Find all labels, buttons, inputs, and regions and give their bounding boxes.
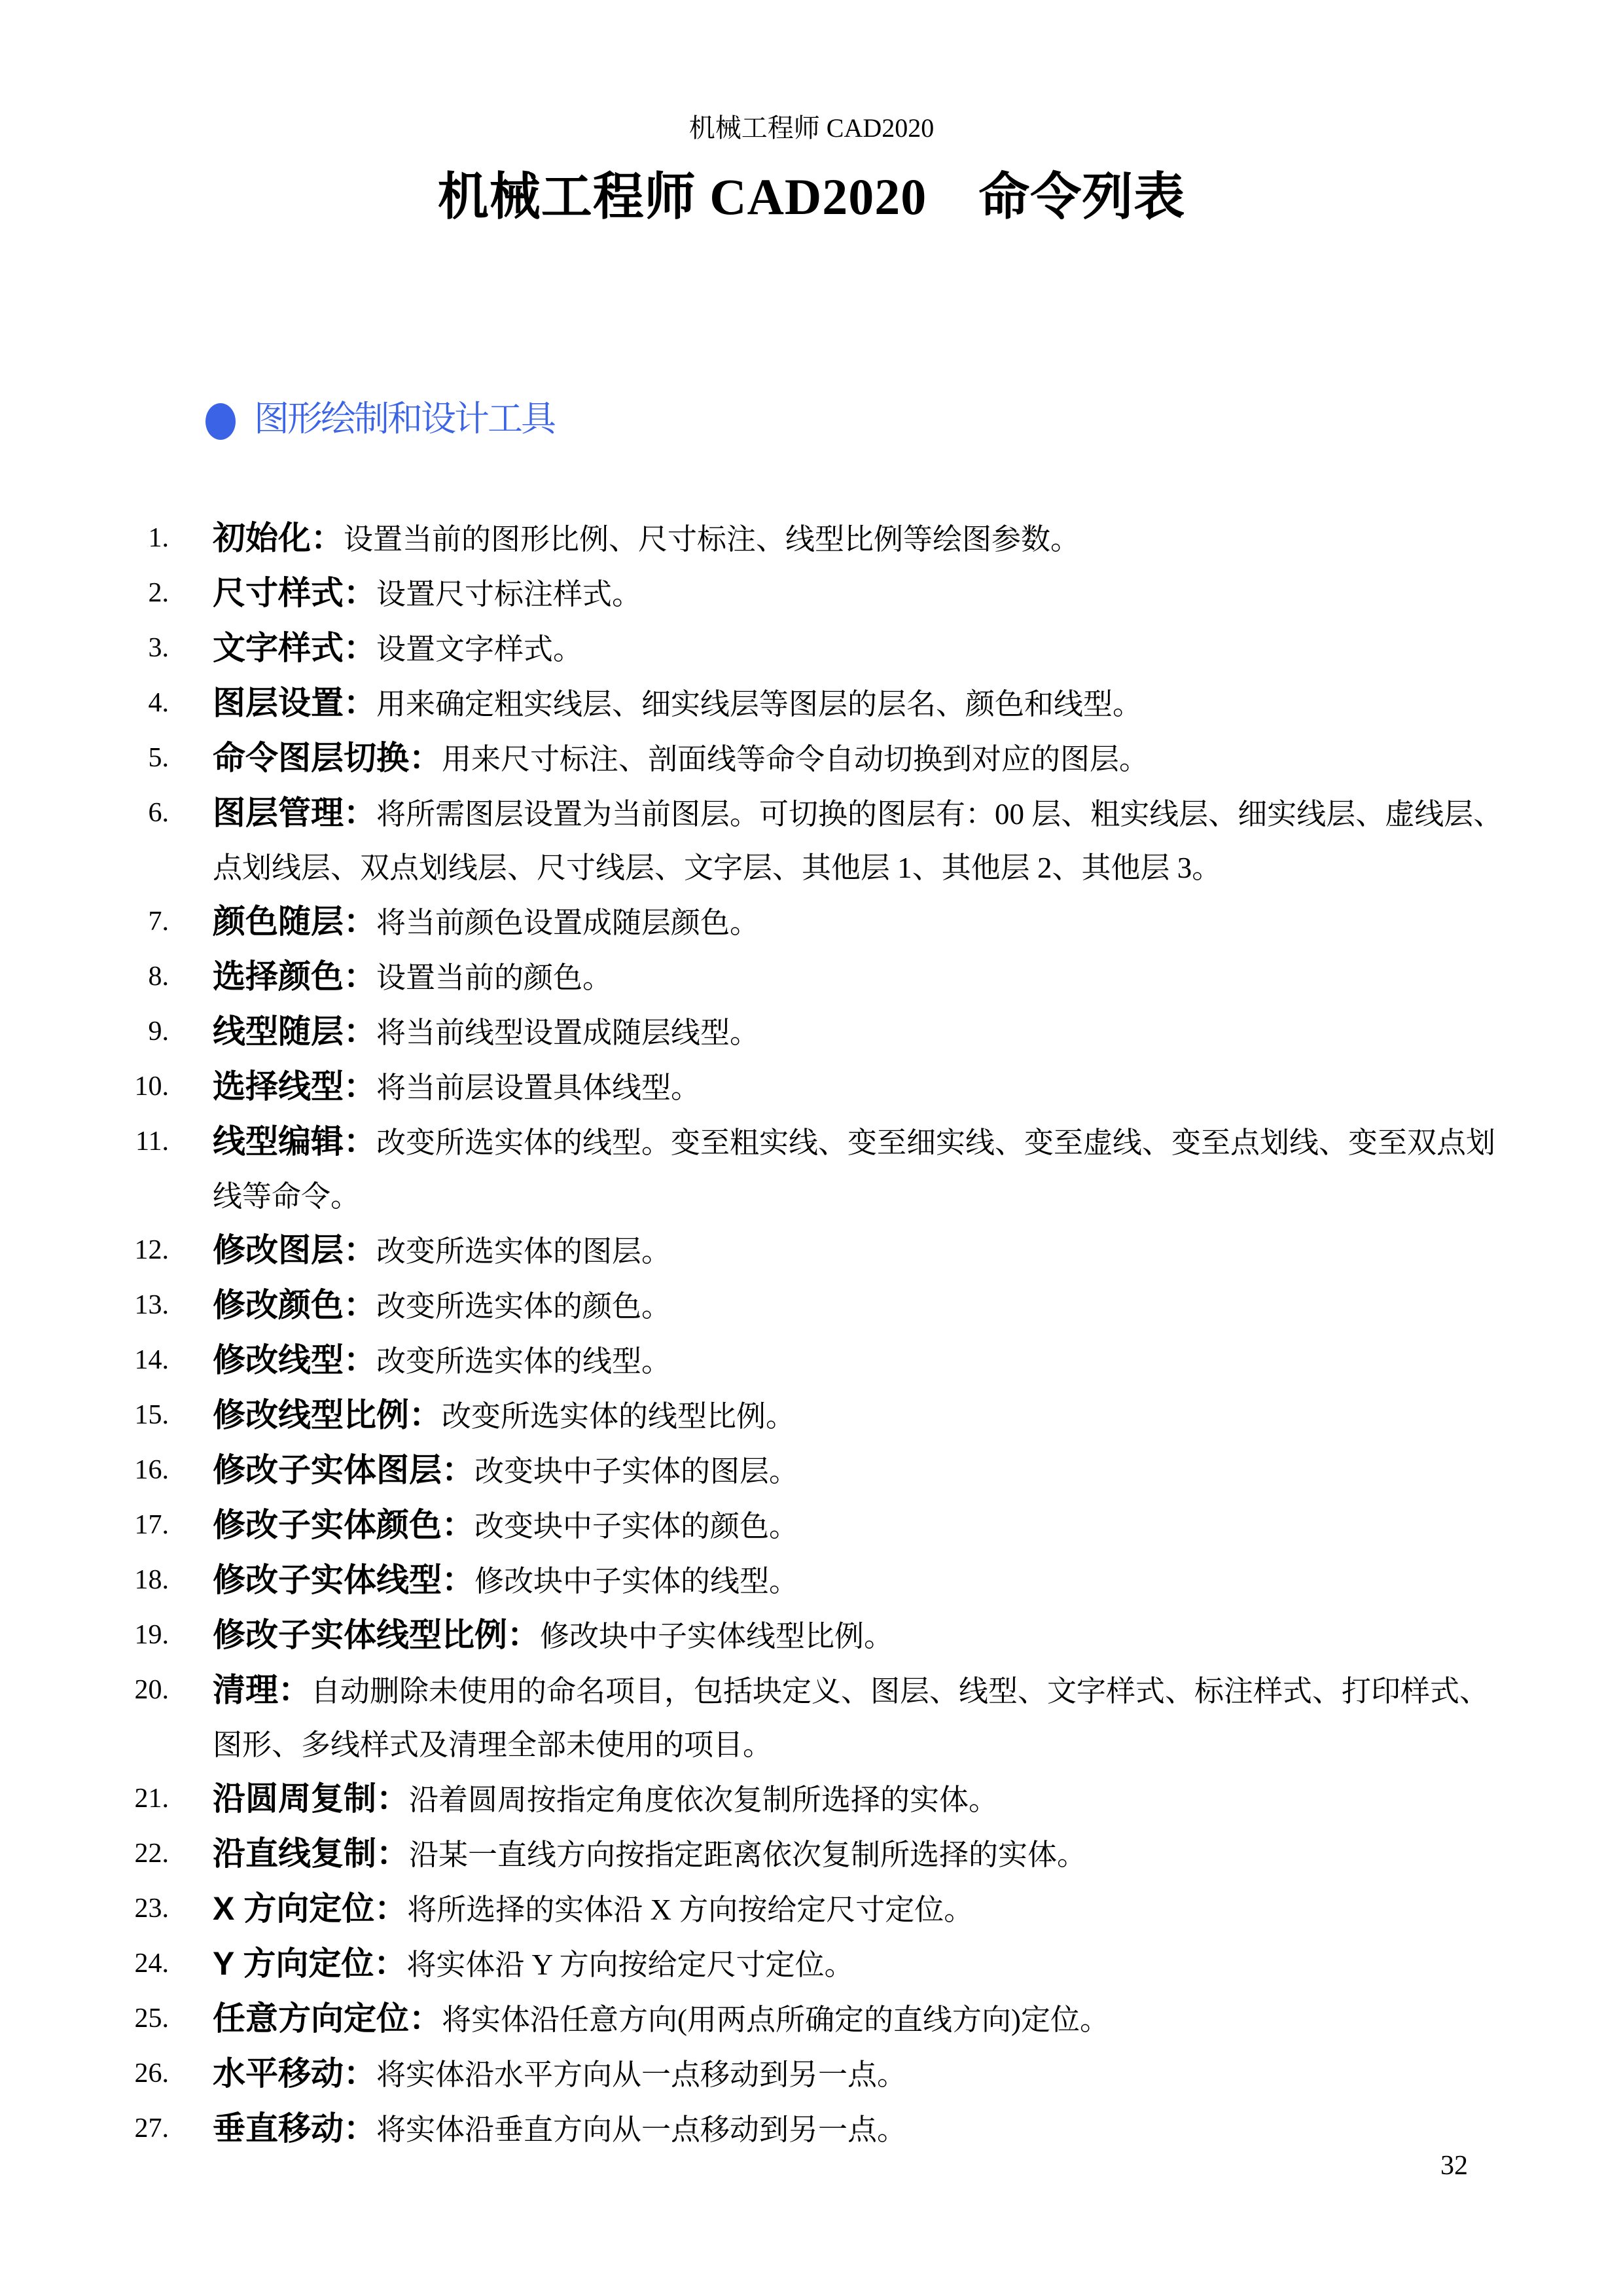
item-description: 将所选择的实体沿 X 方向按给定尺寸定位。 bbox=[407, 1893, 974, 1926]
item-number: 13. bbox=[134, 1290, 169, 1320]
item-number: 18. bbox=[134, 1565, 169, 1595]
item-description: 沿着圆周按指定角度依次复制所选择的实体。 bbox=[409, 1784, 999, 1816]
section-heading-label: 图形绘制和设计工具 bbox=[254, 399, 554, 439]
item-number: 19. bbox=[134, 1620, 169, 1650]
item-description: 改变所选实体的线型。 bbox=[376, 1345, 671, 1378]
command-list-item bbox=[0, 731, 1512, 786]
item-description: 用来确定粗实线层、细实线层等图层的层名、颜色和线型。 bbox=[376, 688, 1143, 721]
item-description: 设置当前的图形比例、尺寸标注、线型比例等绘图参数。 bbox=[344, 523, 1080, 556]
command-list-item bbox=[0, 1005, 1512, 1060]
item-number: 20. bbox=[134, 1675, 169, 1705]
command-list-item bbox=[0, 786, 1512, 895]
page-title: 机械工程师 CAD2020 命令列表 bbox=[437, 168, 1186, 225]
item-number: 22. bbox=[134, 1839, 169, 1869]
item-description: 将实体沿垂直方向从一点移动到另一点。 bbox=[376, 2113, 907, 2146]
command-list-item bbox=[0, 1553, 1512, 1608]
item-number: 25. bbox=[134, 2003, 169, 2034]
item-description: 自动删除未使用的命名项目，包括块定义、图层、线型、文字样式、标注样式、打印样式、图形、多线样式及清理全部未使用的项目。 bbox=[213, 1675, 1489, 1761]
command-list-item bbox=[0, 950, 1512, 1005]
item-number: 6. bbox=[148, 798, 169, 828]
item-term: 颜色随层： bbox=[213, 903, 376, 940]
command-list-item bbox=[0, 1115, 1512, 1223]
item-term: 修改子实体图层： bbox=[213, 1452, 474, 1488]
command-list-item bbox=[0, 566, 1512, 621]
item-term: 图层管理： bbox=[213, 795, 376, 831]
item-number: 21. bbox=[134, 1784, 169, 1814]
command-list-item bbox=[0, 1827, 1512, 1882]
item-description: 用来尺寸标注、剖面线等命令自动切换到对应的图层。 bbox=[442, 743, 1149, 776]
command-list-item bbox=[0, 1388, 1512, 1443]
command-list-item bbox=[0, 1333, 1512, 1388]
command-list-item bbox=[0, 621, 1512, 676]
command-list-item bbox=[0, 1937, 1512, 1992]
item-term: 线型编辑： bbox=[213, 1123, 376, 1160]
item-term: 修改颜色： bbox=[213, 1287, 376, 1323]
item-description: 修改块中子实体的线型。 bbox=[474, 1565, 799, 1598]
item-term: X 方向定位： bbox=[213, 1890, 408, 1927]
item-term: 修改子实体颜色： bbox=[213, 1507, 474, 1543]
command-list-item bbox=[0, 511, 1512, 566]
item-number: 15. bbox=[134, 1400, 169, 1430]
item-term: 修改图层： bbox=[213, 1232, 376, 1268]
command-list-item bbox=[0, 1663, 1512, 1772]
item-number: 12. bbox=[134, 1235, 169, 1265]
item-term: 尺寸样式： bbox=[213, 575, 376, 611]
command-list-item bbox=[0, 895, 1512, 950]
item-number: 3. bbox=[148, 633, 169, 663]
item-description: 设置文字样式。 bbox=[376, 633, 583, 666]
item-number: 23. bbox=[134, 1893, 169, 1924]
command-list-item bbox=[0, 2047, 1512, 2102]
command-list-item bbox=[0, 1223, 1512, 1278]
item-description: 设置尺寸标注样式。 bbox=[376, 578, 642, 611]
item-term: 初始化： bbox=[213, 520, 344, 556]
item-term: Y 方向定位： bbox=[213, 1945, 407, 1982]
item-description: 沿某一直线方向按指定距离依次复制所选择的实体。 bbox=[409, 1839, 1087, 1871]
item-number: 5. bbox=[148, 743, 169, 773]
item-term: 文字样式： bbox=[213, 630, 376, 666]
item-description: 改变所选实体的颜色。 bbox=[376, 1290, 671, 1323]
item-term: 垂直移动： bbox=[213, 2110, 376, 2147]
item-number: 7. bbox=[148, 906, 169, 937]
item-description: 改变所选实体的线型。变至粗实线、变至细实线、变至虚线、变至点划线、变至双点划线等命令。 bbox=[213, 1126, 1496, 1213]
item-term: 图层设置： bbox=[213, 685, 376, 721]
item-description: 将实体沿任意方向(用两点所确定的直线方向)定位。 bbox=[442, 2003, 1109, 2036]
page-number: 32 bbox=[1440, 2151, 1468, 2181]
item-term: 修改线型比例： bbox=[213, 1397, 442, 1433]
command-list-item bbox=[0, 1443, 1512, 1498]
command-list-item bbox=[0, 1992, 1512, 2047]
command-list-item bbox=[0, 1060, 1512, 1115]
item-description: 将实体沿水平方向从一点移动到另一点。 bbox=[376, 2058, 907, 2091]
item-term: 水平移动： bbox=[213, 2055, 376, 2092]
item-term: 命令图层切换： bbox=[213, 740, 442, 776]
item-description: 改变所选实体的线型比例。 bbox=[442, 1400, 796, 1433]
item-description: 将当前层设置具体线型。 bbox=[376, 1071, 701, 1104]
item-number: 2. bbox=[148, 578, 169, 608]
item-term: 线型随层： bbox=[213, 1013, 376, 1050]
item-term: 沿圆周复制： bbox=[213, 1780, 409, 1817]
command-list-item bbox=[0, 1772, 1512, 1827]
command-list-item bbox=[0, 2102, 1512, 2157]
item-description: 改变块中子实体的颜色。 bbox=[474, 1510, 799, 1543]
item-description: 将所需图层设置为当前图层。可切换的图层有：00 层、粗实线层、细实线层、虚线层、点划线层、双点划线层、尺寸线层、文字层、其他层 1、其他层 2、其他层 3。 bbox=[213, 798, 1503, 884]
item-number: 4. bbox=[148, 688, 169, 718]
item-number: 11. bbox=[135, 1126, 169, 1157]
item-number: 16. bbox=[134, 1455, 169, 1485]
item-number: 17. bbox=[134, 1510, 169, 1540]
item-term: 修改子实体线型比例： bbox=[213, 1617, 540, 1653]
running-header: 机械工程师 CAD2020 bbox=[688, 113, 935, 143]
item-number: 27. bbox=[134, 2113, 169, 2144]
item-term: 选择颜色： bbox=[213, 958, 376, 995]
item-description: 设置当前的颜色。 bbox=[376, 961, 613, 994]
command-list-item bbox=[0, 1882, 1512, 1937]
item-number: 24. bbox=[134, 1948, 169, 1979]
item-number: 9. bbox=[148, 1016, 169, 1047]
item-number: 26. bbox=[134, 2058, 169, 2089]
item-description: 将当前线型设置成随层线型。 bbox=[376, 1016, 760, 1049]
item-term: 沿直线复制： bbox=[213, 1835, 409, 1872]
item-term: 清理： bbox=[213, 1672, 311, 1708]
item-number: 1. bbox=[148, 523, 169, 553]
command-list-item bbox=[0, 1278, 1512, 1333]
circle-bullet-icon bbox=[205, 403, 236, 440]
item-term: 修改线型： bbox=[213, 1342, 376, 1378]
item-description: 将当前颜色设置成随层颜色。 bbox=[376, 906, 760, 939]
item-term: 选择线型： bbox=[213, 1068, 376, 1105]
item-number: 10. bbox=[134, 1071, 169, 1102]
item-description: 将实体沿 Y 方向按给定尺寸定位。 bbox=[406, 1948, 854, 1981]
command-list bbox=[0, 511, 1512, 2157]
item-term: 任意方向定位： bbox=[213, 2000, 442, 2037]
item-number: 8. bbox=[148, 961, 169, 992]
command-list-item bbox=[0, 1608, 1512, 1663]
command-list-item bbox=[0, 676, 1512, 731]
item-description: 修改块中子实体线型比例。 bbox=[540, 1620, 894, 1653]
item-term: 修改子实体线型： bbox=[213, 1562, 474, 1598]
item-description: 改变块中子实体的图层。 bbox=[474, 1455, 799, 1488]
item-number: 14. bbox=[134, 1345, 169, 1375]
command-list-item bbox=[0, 1498, 1512, 1553]
item-description: 改变所选实体的图层。 bbox=[376, 1235, 671, 1268]
